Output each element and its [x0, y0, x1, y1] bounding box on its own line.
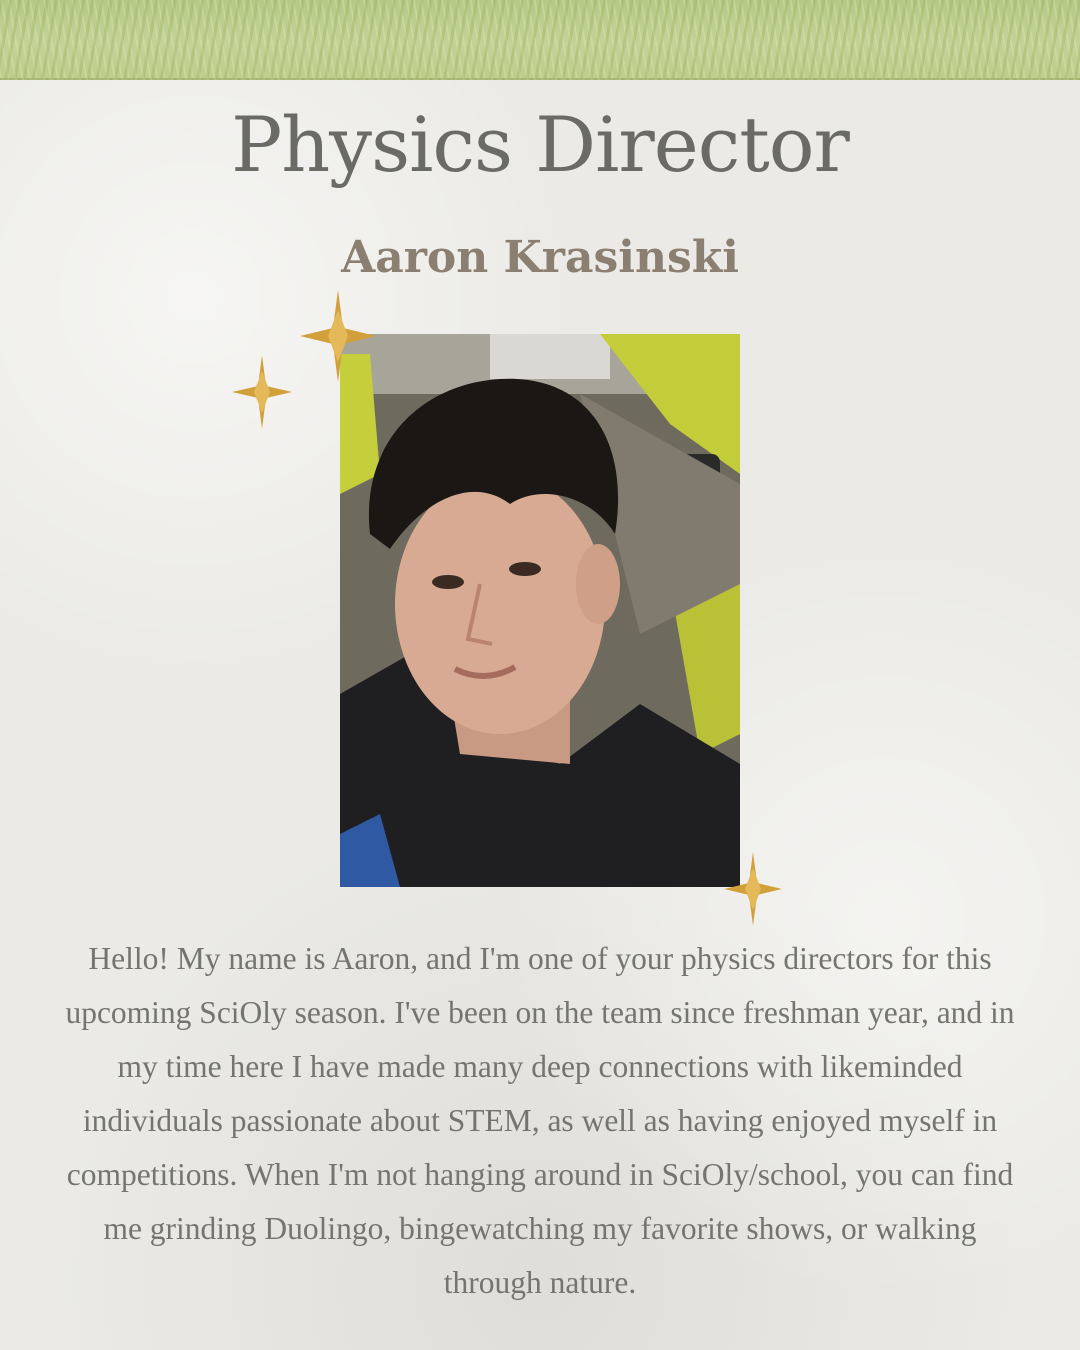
person-name: Aaron Krasinski — [341, 232, 739, 283]
sparkle-icon — [724, 852, 782, 926]
sparkle-icon — [300, 290, 376, 382]
page-title: Physics Director — [231, 100, 849, 189]
bio-paragraph: Hello! My name is Aaron, and I'm one of your physics directors for this upcoming SciOly season. I've been on the team since freshman year, and in my time here I have made many deep connections with likeminded individuals passionate about STEM, as well as having enjoyed myself in competitions. When I'm not hanging around in SciOly/school, you can find me grinding Duolingo, bingewatching my favorite shows, or walking through nature. — [65, 941, 1015, 1300]
grass-texture-banner — [0, 0, 1080, 80]
portrait-illustration — [340, 334, 740, 887]
portrait-photo — [340, 334, 740, 887]
sparkle-icon — [232, 355, 292, 429]
